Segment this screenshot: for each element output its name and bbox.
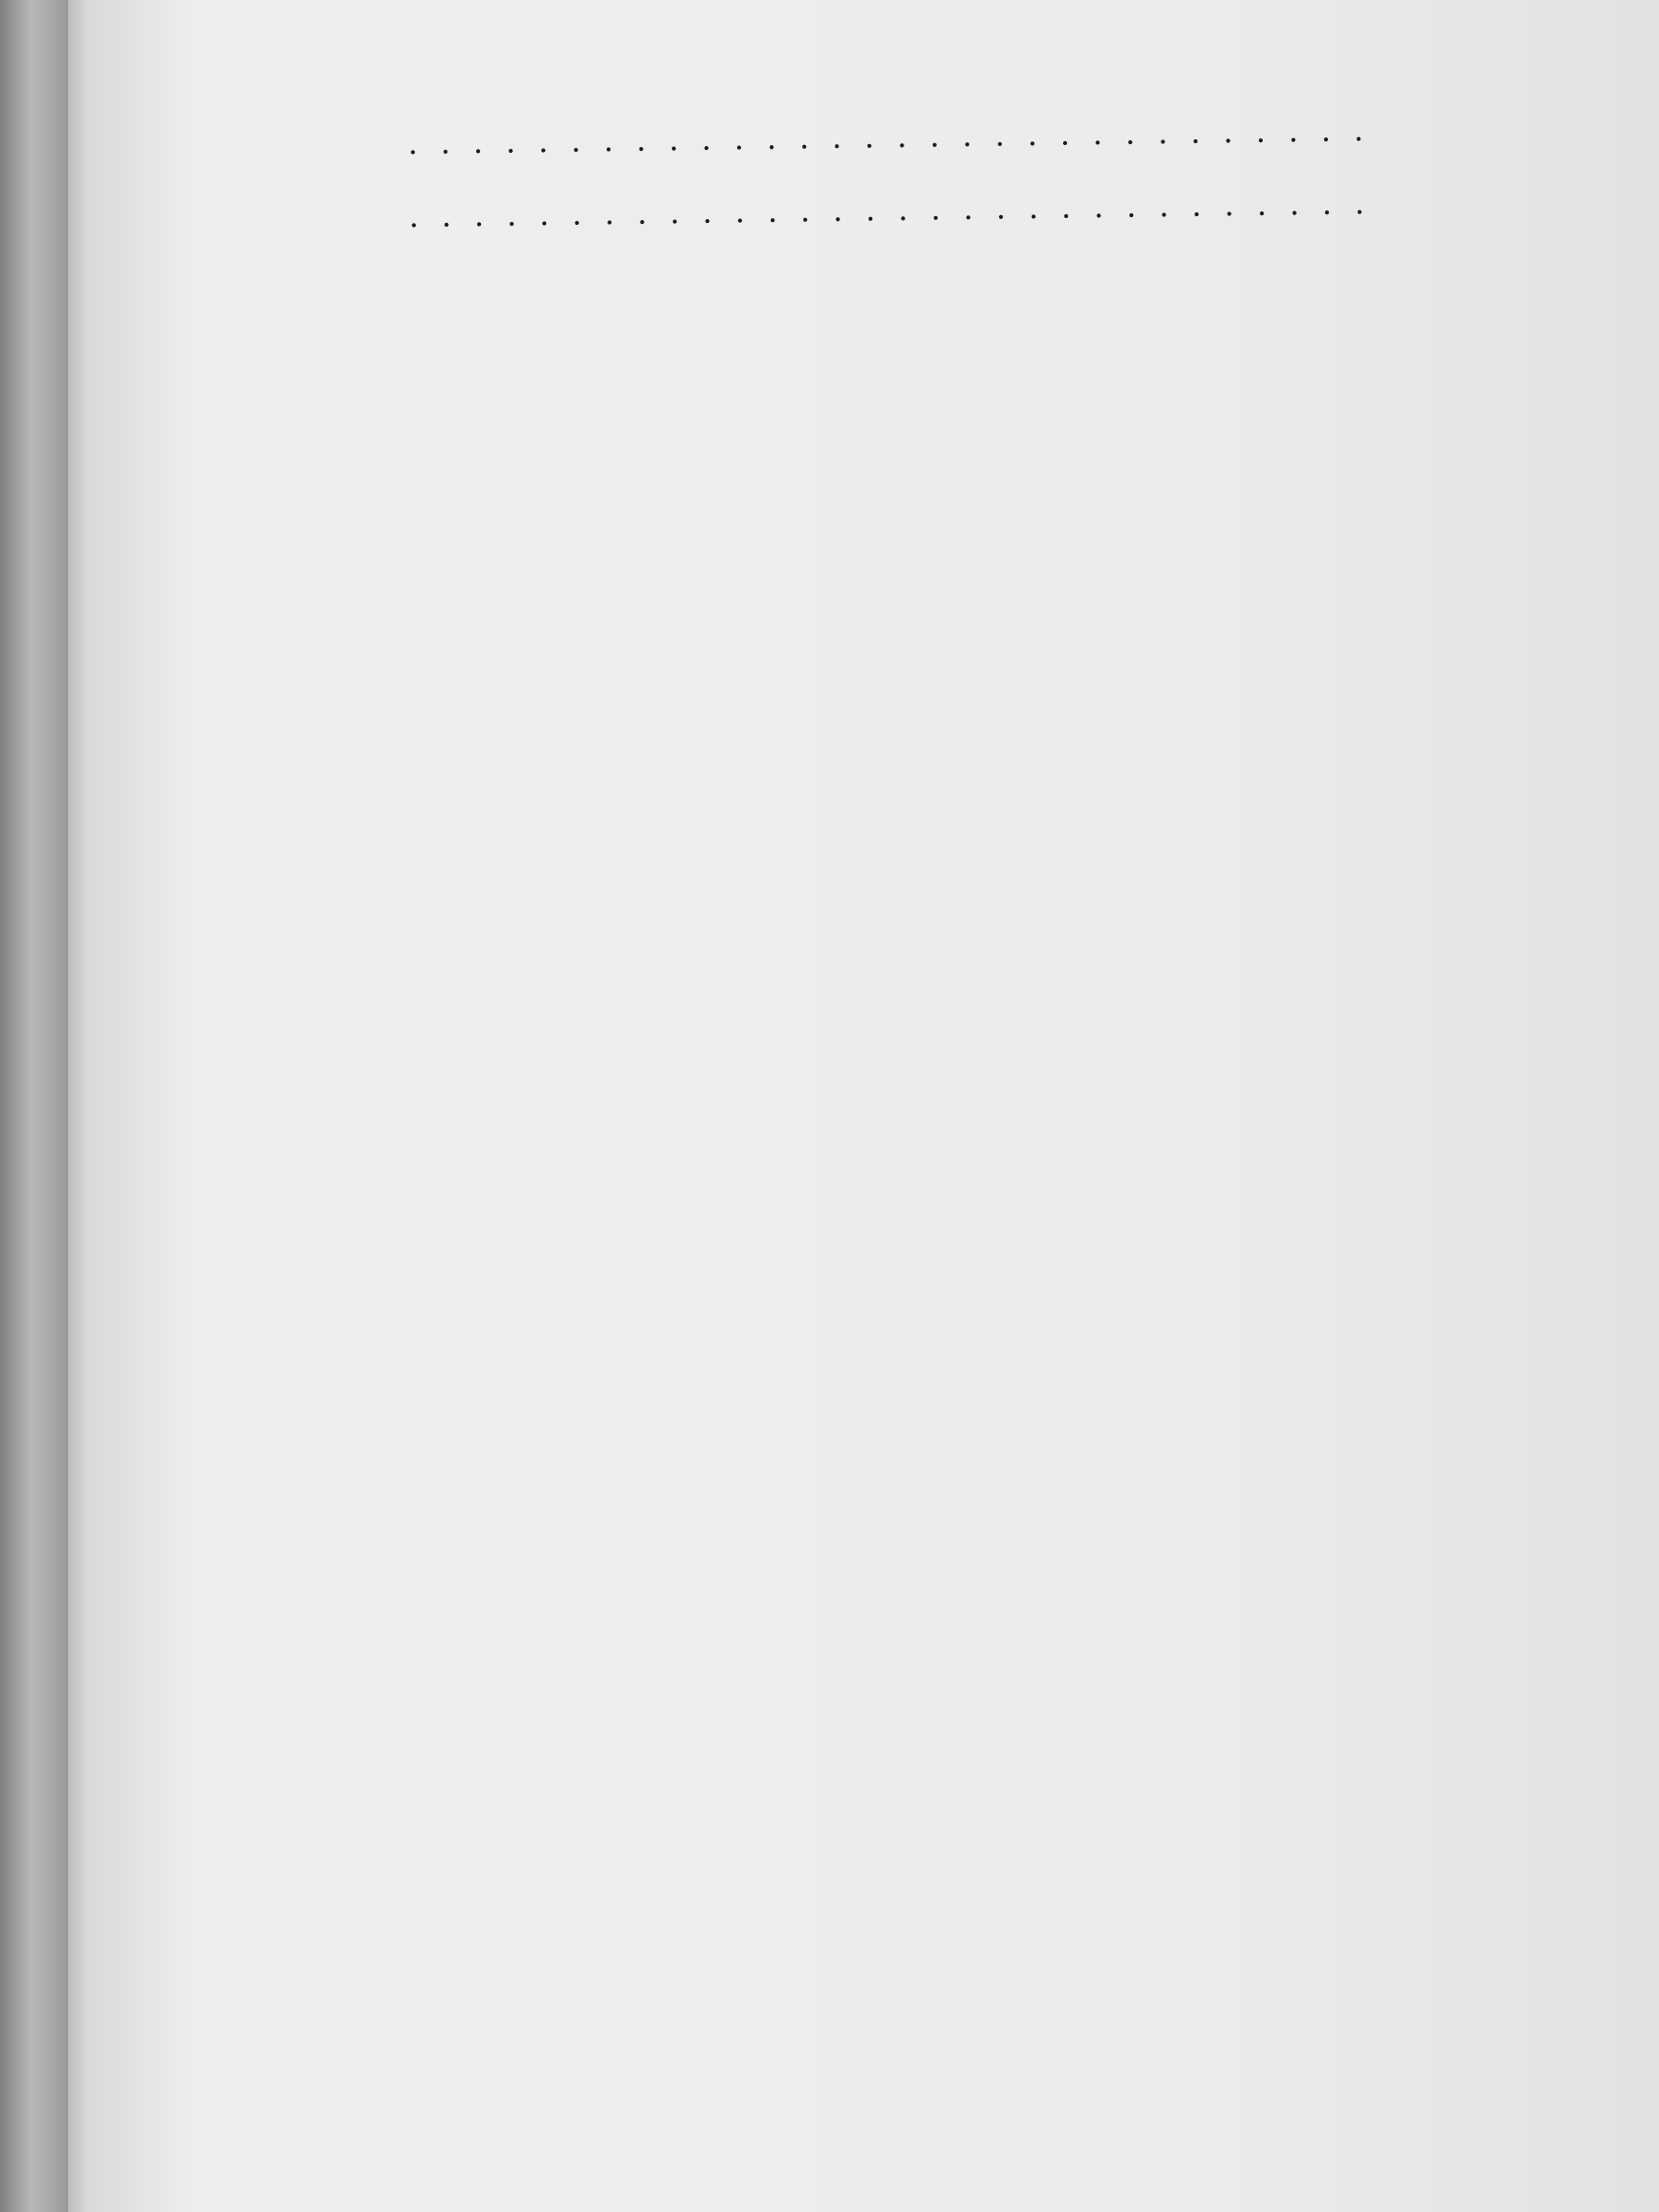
chapter-page [1382,139,1451,140]
chapter-3-wrapped-list [410,237,1452,251]
page-header [407,18,1450,92]
chapter-page [1383,212,1452,213]
book-page [68,0,1659,2212]
chapter-title [408,107,1382,165]
chapter-3-list [410,237,1452,251]
book-spine [0,0,68,2212]
chapter-3-last-entry [410,237,1452,251]
toc-content [407,18,1452,251]
chapter-2-list [409,164,1451,178]
chapter-3-list-continued [410,237,1452,251]
chapter-2-heading [408,106,1451,165]
chapter-title [409,180,1383,238]
chapter-3-heading [409,179,1452,238]
